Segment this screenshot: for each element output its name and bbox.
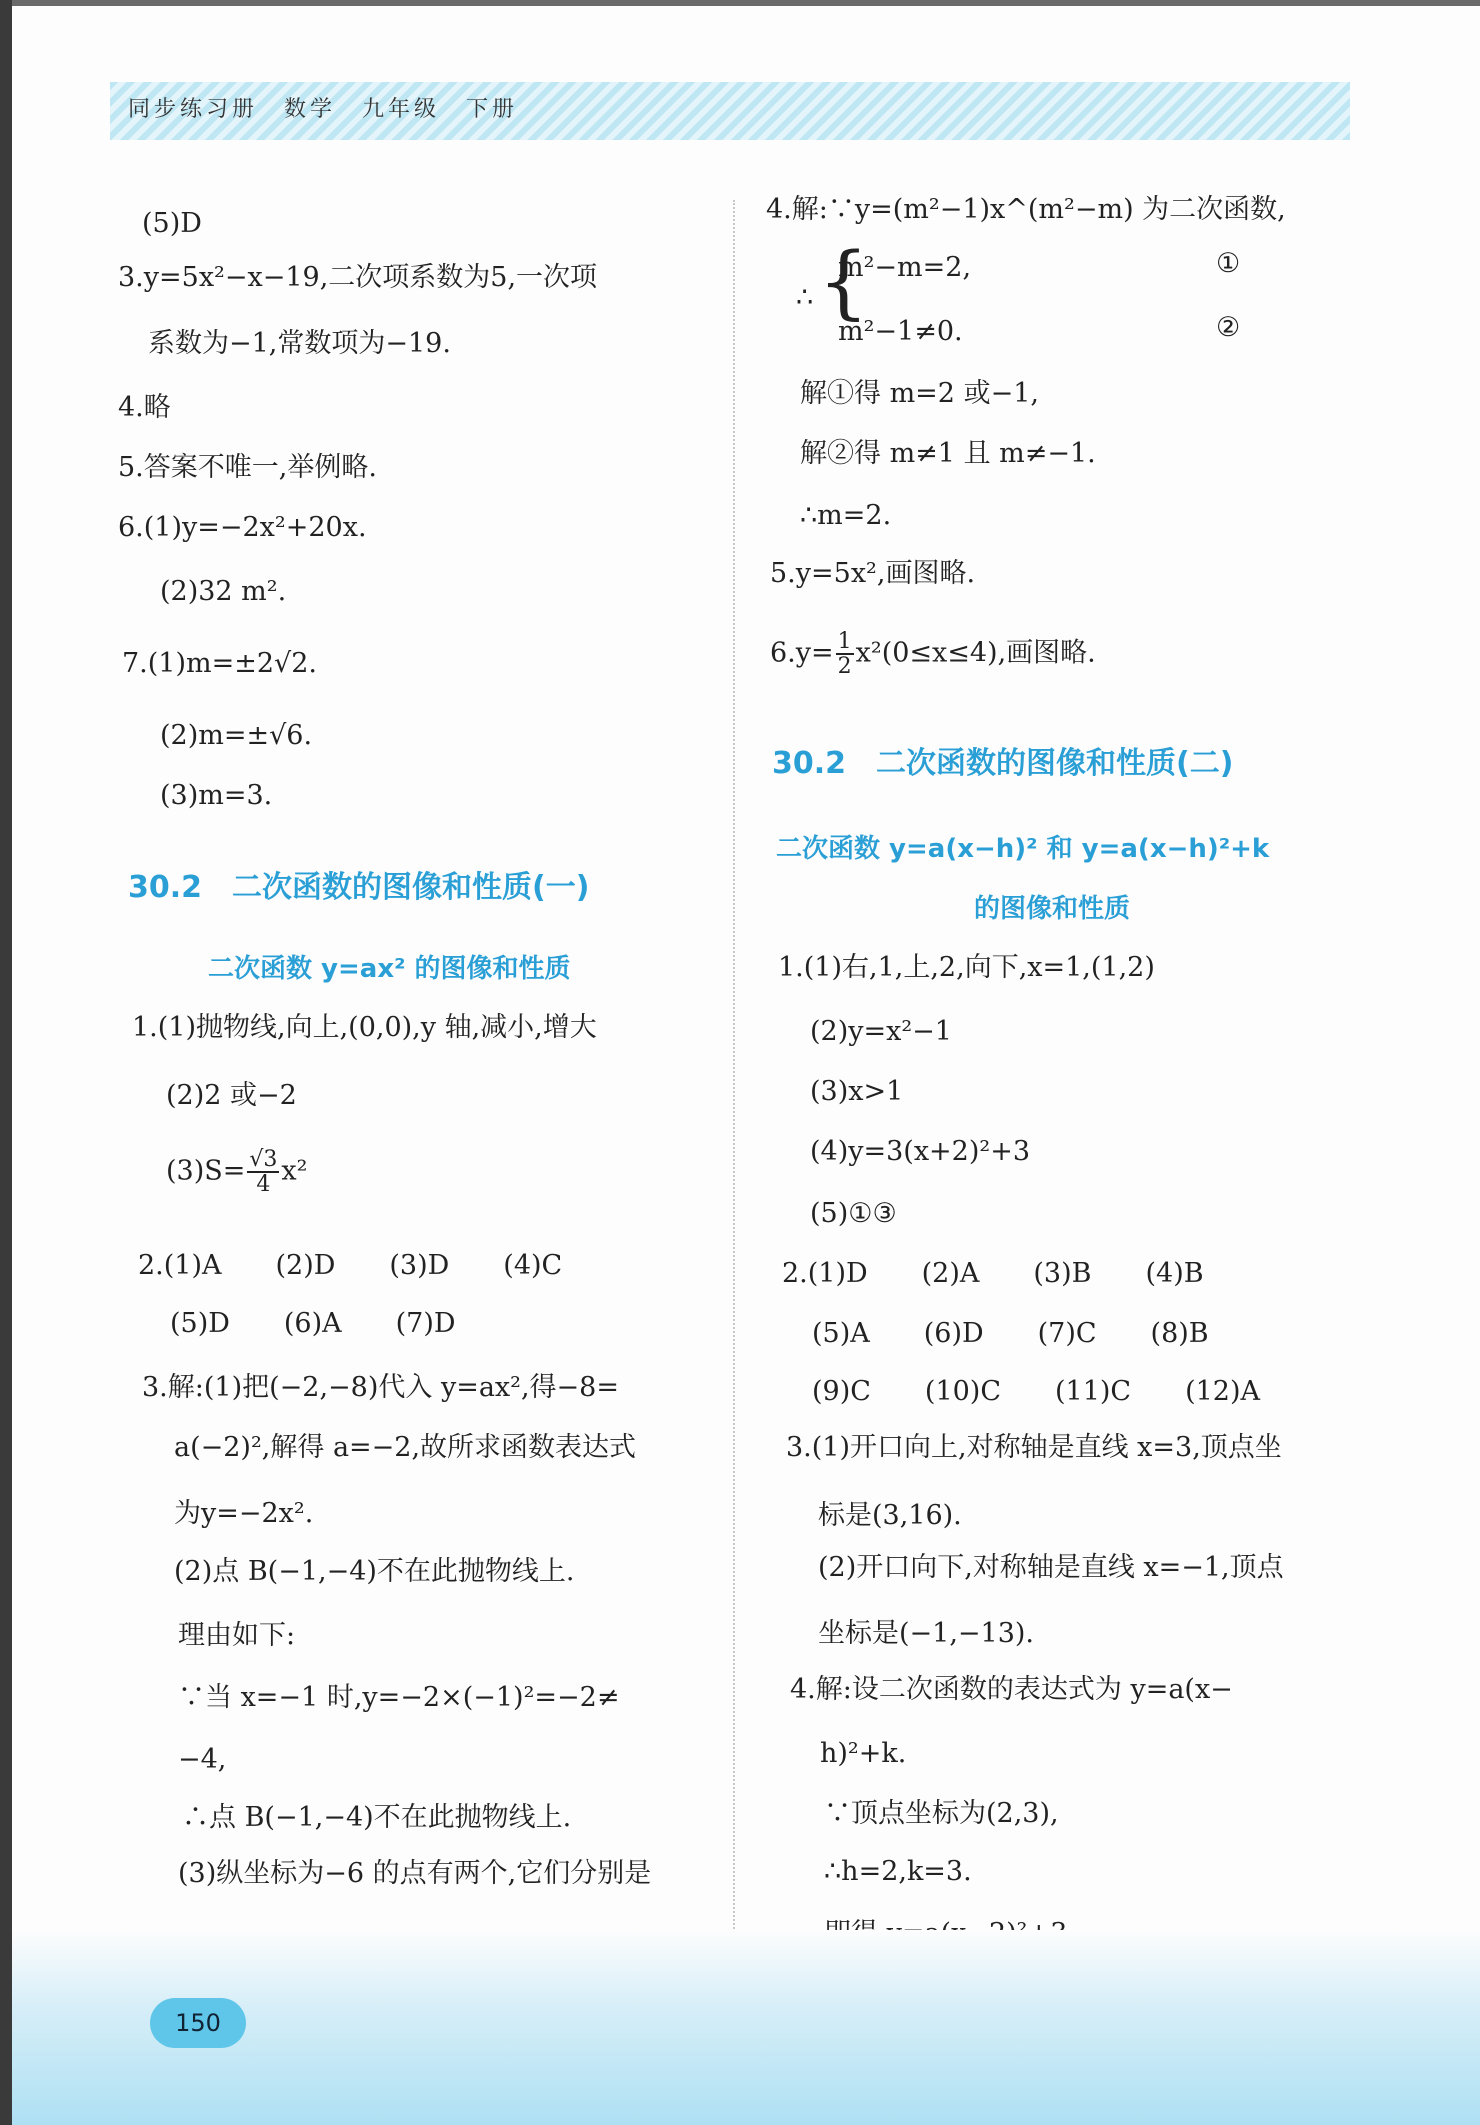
answer-line — [118, 262, 597, 294]
section-title: 30.2 二次函数的图像和性质(二) — [772, 746, 1234, 781]
answer-line: 5.答案不唯一,举例略. — [118, 452, 377, 483]
answer-line: (5)D — [142, 208, 202, 239]
answer-line: a(−2)²,解得 a=−2,故所求函数表达式 — [174, 1432, 637, 1463]
equation-line: m²−1≠0. — [838, 316, 963, 347]
formula-prefix: (3)S= — [166, 1155, 246, 1187]
answer-line: 4.略 — [118, 392, 171, 423]
numerator: √3 — [249, 1147, 278, 1172]
page-number: 150 — [150, 1998, 246, 2048]
answer-line: (5)A (6)D (7)C (8)B — [812, 1318, 1209, 1349]
answer-line: (5)①③ — [810, 1198, 897, 1229]
answer-line: −4, — [178, 1744, 227, 1775]
answer-line: 7.(1)m=±2√2. — [122, 648, 317, 679]
answer-line: (3)x>1 — [810, 1076, 904, 1107]
formula-suffix: x² — [281, 1155, 308, 1187]
equation-marker: ① — [1216, 248, 1241, 279]
answer-line: 1.(1)抛物线,向上,(0,0),y 轴,减小,增大 — [132, 1012, 597, 1043]
item-number: 3. — [118, 262, 144, 293]
answer-line: (3)纵坐标为−6 的点有两个,它们分别是 — [178, 1858, 652, 1889]
numerator: 1 — [837, 629, 852, 654]
therefore-symbol: ∴ — [796, 282, 814, 313]
answer-line: (5)D (6)A (7)D — [170, 1308, 456, 1339]
formula-prefix: 6.y= — [770, 637, 834, 669]
answer-line: 理由如下: — [178, 1620, 296, 1651]
equation-marker: ② — [1216, 312, 1241, 343]
header-text: 同步练习册 数学 九年级 下册 — [128, 97, 519, 122]
answer-line: ∵当 x=−1 时,y=−2×(−1)²=−2≠ — [178, 1682, 620, 1713]
answer-line — [770, 630, 1096, 678]
answer-line: 系数为−1,常数项为−19. — [148, 328, 451, 359]
answer-line: ∴m=2. — [800, 500, 892, 531]
answer-text: y=5x²−x−19,二次项系数为5,一次项 — [143, 262, 598, 293]
subsection-title: 的图像和性质 — [974, 894, 1131, 924]
header-banner — [110, 82, 1350, 140]
answer-line: (3)m=3. — [160, 780, 273, 811]
top-edge — [0, 0, 1480, 6]
answer-line: (2)2 或−2 — [166, 1080, 297, 1111]
answer-line: (2)m=±√6. — [160, 720, 313, 751]
answer-line: 标是(3,16). — [818, 1500, 962, 1531]
answer-line: ∵顶点坐标为(2,3), — [824, 1798, 1059, 1829]
answer-line: (2)点 B(−1,−4)不在此抛物线上. — [174, 1556, 575, 1587]
fraction — [836, 630, 854, 678]
answer-line: 1.(1)右,1,上,2,向下,x=1,(1,2) — [778, 952, 1155, 983]
answer-line: 解②得 m≠1 且 m≠−1. — [800, 438, 1096, 469]
answer-line: 4.解:∵y=(m²−1)x^(m²−m) 为二次函数, — [766, 194, 1286, 225]
answer-line: 4.解:设二次函数的表达式为 y=a(x− — [790, 1674, 1233, 1705]
answer-line: 解①得 m=2 或−1, — [800, 378, 1039, 409]
column-divider — [733, 200, 735, 1960]
answer-line: (4)y=3(x+2)²+3 — [810, 1136, 1031, 1167]
answer-line: 2.(1)D (2)A (3)B (4)B — [782, 1258, 1204, 1289]
answer-line: (9)C (10)C (11)C (12)A — [812, 1376, 1260, 1407]
answer-line: 6.(1)y=−2x²+20x. — [118, 512, 367, 543]
section-title: 30.2 二次函数的图像和性质(一) — [128, 870, 590, 905]
denominator: 4 — [256, 1172, 271, 1198]
answer-line: 3.(1)开口向上,对称轴是直线 x=3,顶点坐 — [786, 1432, 1282, 1463]
answer-line: (2)y=x²−1 — [810, 1016, 952, 1047]
brace-symbol: { — [818, 235, 869, 328]
answer-line: h)²+k. — [820, 1738, 907, 1769]
equation-line: m²−m=2, — [838, 252, 972, 283]
answer-line: ∴h=2,k=3. — [824, 1856, 972, 1887]
answer-line — [166, 1148, 307, 1196]
answer-line: 坐标是(−1,−13). — [818, 1618, 1035, 1649]
answer-line: (2)32 m². — [160, 576, 287, 607]
answer-line: 2.(1)A (2)D (3)D (4)C — [138, 1250, 563, 1281]
page-edge — [0, 0, 12, 2125]
fraction — [247, 1148, 279, 1196]
answer-line: (2)开口向下,对称轴是直线 x=−1,顶点 — [818, 1552, 1284, 1583]
subsection-title: 二次函数 y=ax² 的图像和性质 — [208, 954, 571, 984]
formula-suffix: x²(0≤x≤4),画图略. — [855, 637, 1096, 669]
answer-line: ∴点 B(−1,−4)不在此抛物线上. — [182, 1802, 572, 1833]
answer-line: 5.y=5x²,画图略. — [770, 558, 976, 589]
answer-line: 为y=−2x². — [174, 1498, 314, 1529]
answer-line: 3.解:(1)把(−2,−8)代入 y=ax²,得−8= — [142, 1372, 619, 1403]
subsection-title: 二次函数 y=a(x−h)² 和 y=a(x−h)²+k — [776, 834, 1270, 864]
denominator: 2 — [837, 654, 852, 680]
